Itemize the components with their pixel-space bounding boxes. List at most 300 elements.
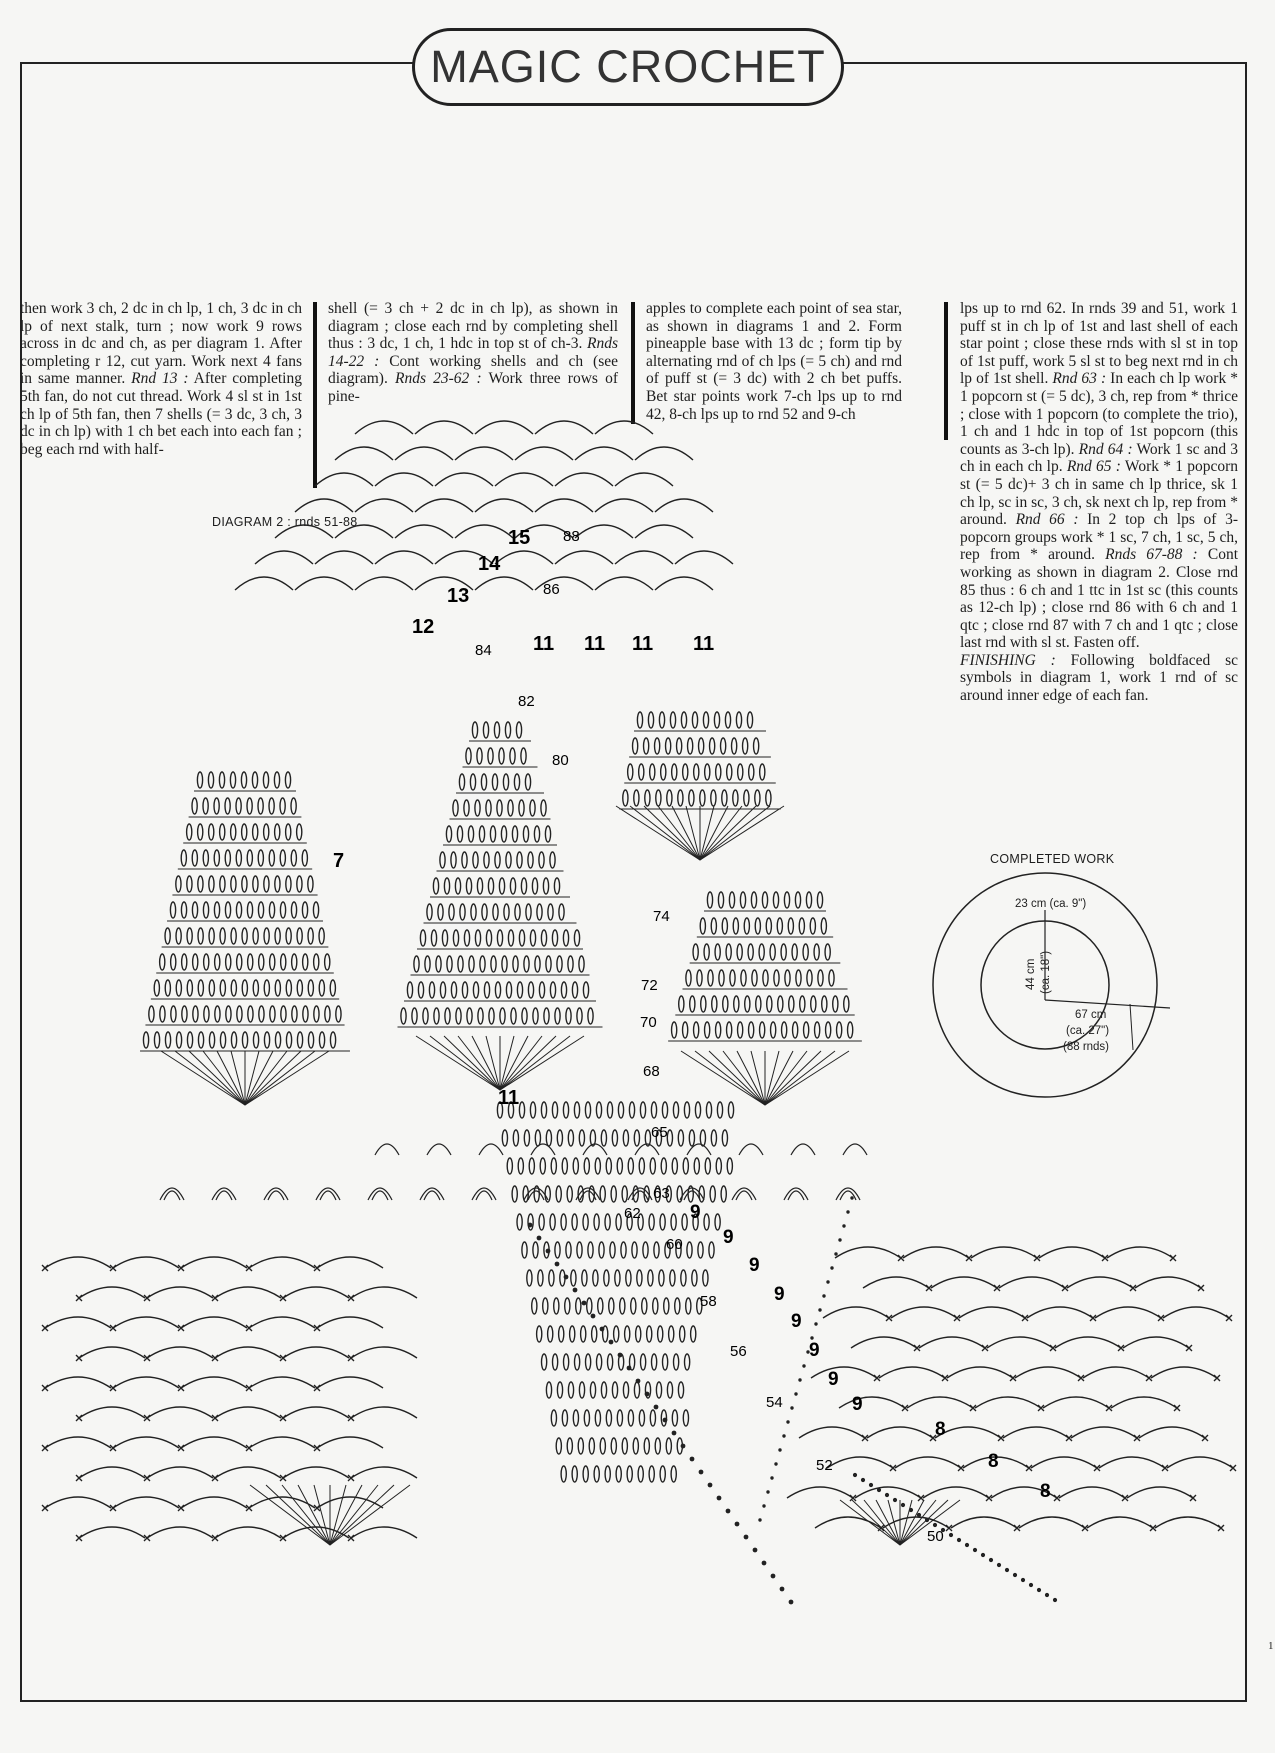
stitch-mark <box>718 892 723 908</box>
popcorn-stitch <box>472 1188 496 1200</box>
stitch-mark <box>736 712 741 728</box>
chain-loop <box>181 1497 247 1508</box>
stitch-mark <box>462 982 467 998</box>
stitch-mark <box>666 738 671 754</box>
stitch-mark <box>672 1022 677 1038</box>
stitch-mark <box>612 1130 617 1146</box>
stitch-mark <box>264 876 269 892</box>
chain-dot <box>672 1431 677 1436</box>
chain-dot <box>853 1473 857 1477</box>
stitch-mark <box>629 1102 634 1118</box>
chain-loop <box>283 1287 349 1298</box>
stitch-mark <box>577 1008 582 1024</box>
chain-loop <box>971 1247 1037 1258</box>
stitch-mark <box>503 774 508 790</box>
chain-dot <box>708 1483 713 1488</box>
stitch-mark <box>204 1006 209 1022</box>
chain-loop <box>351 1287 417 1298</box>
popcorn-stitch <box>372 1191 388 1200</box>
stitch-mark <box>209 1032 214 1048</box>
row-count-label: 9 <box>723 1227 734 1248</box>
chain-loop <box>675 551 733 564</box>
stitch-mark <box>193 1006 198 1022</box>
chain-dot <box>830 1266 833 1269</box>
stitch-mark <box>666 1438 671 1454</box>
stitch-mark <box>733 790 738 806</box>
stitch-mark <box>581 1326 586 1342</box>
stitch-mark <box>517 852 522 868</box>
stitch-mark <box>514 774 519 790</box>
stitch-mark <box>554 878 559 894</box>
stitch-mark <box>507 1158 512 1174</box>
stitch-mark <box>656 790 661 806</box>
stitch-mark <box>225 902 230 918</box>
stitch-mark <box>593 1270 598 1286</box>
stitch-mark <box>154 980 159 996</box>
stitch-mark <box>643 1242 648 1258</box>
stitch-mark <box>269 798 274 814</box>
stitch-mark <box>659 1270 664 1286</box>
stitch-mark <box>604 1270 609 1286</box>
stitch-mark <box>451 852 456 868</box>
stitch-mark <box>605 1466 610 1482</box>
stitch-mark <box>727 1022 732 1038</box>
chain-loop <box>931 1277 997 1288</box>
stitch-mark <box>466 748 471 764</box>
chain-loop <box>351 1347 417 1358</box>
chain-loop <box>1071 1427 1137 1438</box>
stitch-mark <box>723 996 728 1012</box>
fan-stitch <box>245 1051 301 1105</box>
stitch-mark <box>570 1326 575 1342</box>
stitch-mark <box>707 892 712 908</box>
row-count-label: 13 <box>447 585 470 607</box>
fan-stitch <box>314 1485 330 1545</box>
popcorn-stitch <box>268 1191 284 1200</box>
chain-loop <box>317 1497 383 1508</box>
chain-loop <box>987 1337 1053 1348</box>
chain-dot <box>758 1518 761 1521</box>
page-number: 1 <box>1268 1640 1274 1652</box>
stitch-mark <box>557 1382 562 1398</box>
stitch-mark <box>575 1354 580 1370</box>
row-count-label: 15 <box>508 527 531 549</box>
text-column-4: lps up to rnd 62. In rnds 39 and 51, work 1 puff st in ch lp of 1st and last shell of each star point ; close these rnds with sl st in top of 1st puff, work 5 sl st to beg next rnd in ch lp of 1st shell. Rnd 63 : In each ch lp work * 1 popcorn st (= 5 dc), 3 ch, rep from * thrice ; close with 1 popcorn (to complete the trio), 1 ch and 1 hdc in top of 1st popcorn (this counts as 3-ch lp). Rnd 64 : Work 1 sc and 3 ch in each ch lp. Rnd 65 : Work * 1 popcorn st (= 5 dc)+ 3 ch in same ch lp thrice, sk 1 ch lp, sc in sc, 3 ch, sk next ch lp, rep from * around. Rnd 66 : In 2 top ch lps of 3-popcorn groups work * 1 sc, 7 ch, 1 sc, 5 ch, rep from * around. Rnds 67-88 : Cont working as shown in diagram 2. Close rnd 85 thus : 6 ch and 1 ttc in 1st sc (this counts as 12-ch lp) ; close rnd 86 with 6 ch and 1 qtc ; close rnd 87 with 7 ch and 1 qtc ; close last rnd with sl st. Fasten off. FINISHING : Following boldfaced sc symbols in diagram 1, work 1 rnd of sc around inner edge of each fan. <box>960 300 1239 705</box>
stitch-mark <box>590 1382 595 1398</box>
fan-stitch <box>765 1051 849 1105</box>
stitch-mark <box>673 1102 678 1118</box>
chain-loop <box>615 551 673 564</box>
fan-stitch <box>616 806 700 860</box>
radius-label-2: (ca. 18") <box>1040 950 1052 994</box>
stitch-mark <box>692 1270 697 1286</box>
stitch-mark <box>473 852 478 868</box>
stitch-mark <box>226 954 231 970</box>
stitch-mark <box>488 748 493 764</box>
popcorn-stitch <box>732 1188 756 1200</box>
stitch-mark <box>275 824 280 840</box>
stitch-mark <box>204 954 209 970</box>
stitch-mark <box>517 1214 522 1230</box>
chain-dot <box>789 1600 794 1605</box>
stitch-mark <box>313 902 318 918</box>
stitch-mark <box>661 1158 666 1174</box>
stitch-mark <box>467 1008 472 1024</box>
chain-loop <box>827 1457 893 1468</box>
stitch-mark <box>782 1022 787 1038</box>
stitch-mark <box>788 918 793 934</box>
stitch-mark <box>198 1032 203 1048</box>
stitch-mark <box>748 944 753 960</box>
stitch-mark <box>620 1298 625 1314</box>
stitch-mark <box>732 738 737 754</box>
stitch-mark <box>226 1006 231 1022</box>
stitch-mark <box>821 918 826 934</box>
stitch-mark <box>572 982 577 998</box>
stitch-mark <box>517 982 522 998</box>
stitch-mark <box>468 826 473 842</box>
popcorn-stitch <box>320 1191 336 1200</box>
popcorn-stitch <box>375 1144 399 1155</box>
stitch-mark <box>658 1326 663 1342</box>
stitch-mark <box>242 980 247 996</box>
stitch-mark <box>438 904 443 920</box>
popcorn-stitch <box>788 1191 804 1200</box>
stitch-mark <box>171 1006 176 1022</box>
stitch-mark <box>803 944 808 960</box>
chain-loop <box>415 421 473 434</box>
round-number-label: 72 <box>641 977 658 994</box>
chain-loop <box>1043 1397 1109 1408</box>
chain-loop <box>835 1247 901 1258</box>
row-count-label: 9 <box>828 1369 839 1390</box>
chain-dot <box>546 1249 551 1254</box>
stitch-mark <box>556 1438 561 1454</box>
stitch-mark <box>291 902 296 918</box>
stitch-mark <box>529 1158 534 1174</box>
chain-loop <box>815 1517 881 1528</box>
stitch-mark <box>568 1382 573 1398</box>
stitch-mark <box>686 970 691 986</box>
stitch-mark <box>241 772 246 788</box>
stitch-mark <box>215 1006 220 1022</box>
chain-dot <box>802 1364 805 1367</box>
chain-loop <box>951 1517 1017 1528</box>
chain-loop <box>215 1407 281 1418</box>
chain-loop <box>215 1347 281 1358</box>
chain-loop <box>375 473 433 486</box>
chain-loop <box>1095 1307 1161 1318</box>
stitch-mark <box>683 764 688 780</box>
stitch-mark <box>505 722 510 738</box>
stitch-mark <box>281 954 286 970</box>
fan-stitch <box>700 806 770 860</box>
stitch-mark <box>231 824 236 840</box>
stitch-mark <box>588 1242 593 1258</box>
stitch-mark <box>663 1354 668 1370</box>
stitch-mark <box>760 1022 765 1038</box>
stitch-mark <box>457 826 462 842</box>
stitch-mark <box>472 722 477 738</box>
stitch-mark <box>319 980 324 996</box>
chain-dot <box>997 1563 1001 1567</box>
stitch-mark <box>431 930 436 946</box>
chain-loop <box>1083 1367 1149 1378</box>
stitch-mark <box>595 1158 600 1174</box>
chain-loop <box>435 473 493 486</box>
stitch-mark <box>633 738 638 754</box>
stitch-mark <box>187 928 192 944</box>
stitch-mark <box>622 1438 627 1454</box>
stitch-mark <box>654 1242 659 1258</box>
chain-dot <box>826 1280 829 1283</box>
stitch-mark <box>744 918 749 934</box>
stitch-mark <box>773 892 778 908</box>
stitch-mark <box>715 1214 720 1230</box>
stitch-mark <box>579 956 584 972</box>
stitch-mark <box>181 902 186 918</box>
stitch-mark <box>650 1410 655 1426</box>
stitch-mark <box>701 996 706 1012</box>
stitch-mark <box>143 1032 148 1048</box>
sc-mark <box>1186 1345 1192 1351</box>
stitch-mark <box>667 790 672 806</box>
popcorn-stitch <box>528 1191 544 1200</box>
stitch-mark <box>683 1022 688 1038</box>
round-number-label: 54 <box>766 1394 783 1411</box>
completed-work-label: COMPLETED WORK <box>990 852 1115 866</box>
stitch-mark <box>427 904 432 920</box>
stitch-mark <box>634 790 639 806</box>
stitch-mark <box>644 1438 649 1454</box>
stitch-mark <box>628 1410 633 1426</box>
sc-mark <box>1214 1375 1220 1381</box>
popcorn-stitch <box>684 1191 700 1200</box>
chain-loop <box>923 1487 989 1498</box>
stitch-mark <box>203 902 208 918</box>
stitch-mark <box>818 970 823 986</box>
stitch-mark <box>488 878 493 894</box>
chain-loop <box>351 1467 417 1478</box>
chain-loop <box>113 1317 179 1328</box>
row-count-label: 8 <box>988 1451 999 1472</box>
stitch-mark <box>683 1410 688 1426</box>
chain-loop <box>895 1457 961 1468</box>
stitch-mark <box>621 1242 626 1258</box>
stitch-mark <box>508 800 513 816</box>
chain-loop <box>959 1307 1025 1318</box>
stitch-mark <box>612 1382 617 1398</box>
chain-loop <box>147 1287 213 1298</box>
chain-dot <box>790 1406 793 1409</box>
round-number-label: 80 <box>552 752 569 769</box>
stitch-mark <box>258 798 263 814</box>
stitch-mark <box>534 826 539 842</box>
stitch-mark <box>572 1214 577 1230</box>
stitch-mark <box>259 1006 264 1022</box>
chain-dot <box>753 1548 758 1553</box>
popcorn-stitch <box>680 1188 704 1200</box>
stitch-mark <box>436 956 441 972</box>
stitch-mark <box>236 902 241 918</box>
stitch-mark <box>747 712 752 728</box>
stitch-mark <box>501 826 506 842</box>
stitch-mark <box>574 1102 579 1118</box>
stitch-mark <box>258 850 263 866</box>
stitch-mark <box>625 1326 630 1342</box>
stitch-mark <box>562 1410 567 1426</box>
chain-dot <box>814 1322 817 1325</box>
chain-loop <box>1031 1457 1097 1468</box>
sc-mark <box>76 1295 82 1301</box>
stitch-mark <box>672 764 677 780</box>
stitch-mark <box>574 930 579 946</box>
stitch-mark <box>302 902 307 918</box>
stitch-mark <box>182 954 187 970</box>
stitch-mark <box>679 996 684 1012</box>
row-count-label: 9 <box>749 1255 760 1276</box>
stitch-mark <box>774 970 779 986</box>
chain-loop <box>1139 1427 1205 1438</box>
stitch-mark <box>181 850 186 866</box>
stitch-mark <box>552 1102 557 1118</box>
stitch-mark <box>521 748 526 764</box>
sc-mark <box>42 1325 48 1331</box>
fan-stitch <box>175 1051 245 1105</box>
stitch-mark <box>795 892 800 908</box>
sc-mark <box>42 1385 48 1391</box>
chain-loop <box>249 1437 315 1448</box>
stitch-mark <box>308 980 313 996</box>
chain-loop <box>275 525 333 538</box>
stitch-mark <box>616 1214 621 1230</box>
stitch-mark <box>617 1410 622 1426</box>
stitch-mark <box>848 1022 853 1038</box>
stitch-mark <box>506 982 511 998</box>
stitch-mark <box>815 1022 820 1038</box>
chain-loop <box>919 1337 985 1348</box>
stitch-mark <box>264 928 269 944</box>
stitch-mark <box>269 850 274 866</box>
stitch-mark <box>541 800 546 816</box>
stitch-mark <box>708 970 713 986</box>
stitch-mark <box>544 1008 549 1024</box>
stitch-mark <box>526 904 531 920</box>
stitch-mark <box>499 878 504 894</box>
chain-loop <box>147 1467 213 1478</box>
popcorn-stitch <box>739 1144 763 1155</box>
stitch-mark <box>489 1008 494 1024</box>
fan-stitch <box>430 1036 500 1090</box>
stitch-mark <box>264 824 269 840</box>
popcorn-stitch <box>316 1188 340 1200</box>
chain-dot <box>735 1522 740 1527</box>
stitch-mark <box>149 1006 154 1022</box>
stitch-mark <box>771 1022 776 1038</box>
fan-stitch <box>444 1036 500 1090</box>
stitch-mark <box>499 748 504 764</box>
stitch-mark <box>253 980 258 996</box>
stitch-mark <box>561 1214 566 1230</box>
stitch-mark <box>639 764 644 780</box>
chain-dot <box>885 1493 889 1497</box>
chain-dot <box>600 1327 605 1332</box>
stitch-mark <box>548 904 553 920</box>
stitch-mark <box>539 982 544 998</box>
stitch-mark <box>699 738 704 754</box>
stitch-mark <box>578 1438 583 1454</box>
stitch-mark <box>681 712 686 728</box>
chain-loop <box>415 499 473 512</box>
stitch-mark <box>555 1008 560 1024</box>
stitch-mark <box>743 738 748 754</box>
stitch-mark <box>319 928 324 944</box>
stitch-mark <box>754 738 759 754</box>
stitch-mark <box>609 1298 614 1314</box>
stitch-mark <box>176 928 181 944</box>
stitch-mark <box>777 918 782 934</box>
fan-stitch <box>245 1051 273 1105</box>
chain-loop <box>317 1257 383 1268</box>
chain-loop <box>1015 1367 1081 1378</box>
chain-loop <box>595 499 653 512</box>
stitch-mark <box>641 1354 646 1370</box>
stitch-mark <box>490 826 495 842</box>
chain-dot <box>901 1503 905 1507</box>
stitch-mark <box>807 970 812 986</box>
stitch-mark <box>596 1102 601 1118</box>
chain-loop <box>595 577 653 590</box>
stitch-mark <box>722 790 727 806</box>
stitch-mark <box>583 1466 588 1482</box>
stitch-mark <box>634 1382 639 1398</box>
stitch-mark <box>660 1214 665 1230</box>
stitch-mark <box>504 904 509 920</box>
stitch-mark <box>729 892 734 908</box>
fan-stitch <box>765 1051 793 1105</box>
stitch-mark <box>292 1006 297 1022</box>
stitch-mark <box>170 902 175 918</box>
stitch-mark <box>521 878 526 894</box>
stitch-mark <box>469 956 474 972</box>
stitch-mark <box>642 1298 647 1314</box>
popcorn-stitch <box>164 1191 180 1200</box>
stitch-mark <box>644 738 649 754</box>
chain-dot <box>933 1523 937 1527</box>
stitch-mark <box>670 1270 675 1286</box>
stitch-mark <box>253 824 258 840</box>
stitch-mark <box>667 1382 672 1398</box>
chain-loop <box>535 499 593 512</box>
stitch-mark <box>231 876 236 892</box>
stitch-mark <box>792 944 797 960</box>
chain-loop <box>295 499 353 512</box>
stitch-mark <box>594 1466 599 1482</box>
chain-loop <box>839 1397 905 1408</box>
row-count-label: 11 <box>584 633 606 655</box>
stitch-mark <box>525 774 530 790</box>
stitch-mark <box>477 748 482 764</box>
chain-loop <box>335 525 393 538</box>
stitch-mark <box>680 1326 685 1342</box>
stitch-mark <box>198 980 203 996</box>
chain-loop <box>635 525 693 538</box>
stitch-mark <box>600 1186 605 1202</box>
stitch-mark <box>623 1382 628 1398</box>
chain-dot <box>973 1548 977 1552</box>
stitch-mark <box>418 982 423 998</box>
chain-loop <box>235 577 293 590</box>
